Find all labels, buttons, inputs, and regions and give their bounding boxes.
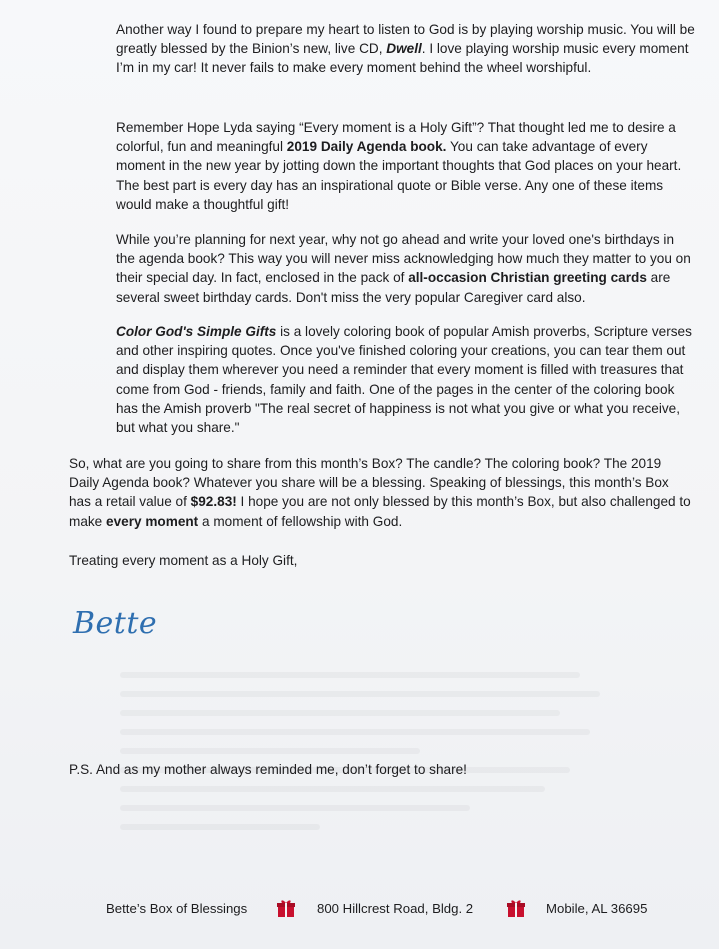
text: So, what are you going to share from this month’s Box? The candle? The coloring book? The 2019 Daily Agenda book? Whatever you share will be a blessing. Speaking of blessings, this month’s Box has a retail value of (69, 456, 669, 510)
paragraph-coloring-book (116, 322, 696, 437)
postscript: P.S. And as my mother always reminded me, don’t forget to share! (69, 762, 467, 777)
paragraph-birthdays (116, 230, 696, 307)
gift-icon (506, 898, 526, 918)
text: Another way I found to prepare my heart to listen to God is by playing worship music. You will be greatly blessed by the Binion’s new, live CD, (116, 22, 695, 57)
footer (0, 898, 719, 922)
text: I hope you are not only blessed by this month’s Box, but also challenged to make (69, 494, 691, 529)
text: are several sweet birthday cards. Don't miss the very popular Caregiver card also. (116, 270, 671, 305)
greeting-cards-title: all-occasion Christian greeting cards (408, 270, 647, 286)
coloring-book-title: Color God's Simple Gifts (116, 324, 277, 339)
paragraph-share (69, 454, 694, 531)
text: While you’re planning for next year, why not go ahead and write your loved one's birthdays in the agenda book? This way you will never miss acknowledging how much they matter to you on their special day. In fact, enclosed in the pack of (116, 232, 691, 286)
text: is a lovely coloring book of popular Amish proverbs, Scripture verses and other inspiring quotes. Once you've finished coloring your creations, you can tear them out and display them wherever you need a reminder that every moment is filled with treasures that come from God - friends, family and faith. One of the pages in the center of the coloring book has the Amish proverb "The real secret of happiness is not what you give or what you receive, but what you share." (116, 324, 692, 436)
cd-title: Dwell (386, 41, 422, 57)
text: Remember Hope Lyda saying “Every moment is a Holy Gift”? That thought led me to desire a colorful, fun and meaningful (116, 120, 676, 155)
company-city: Mobile, AL 36695 (546, 901, 648, 916)
emphasis-every-moment: every moment (106, 513, 199, 529)
paragraph-agenda-book (116, 118, 696, 214)
paragraph-worship-music (116, 20, 696, 78)
company-name: Bette’s Box of Blessings (106, 901, 248, 916)
signature: Bette (73, 606, 158, 641)
text: a moment of fellowship with God. (198, 513, 403, 529)
company-address: 800 Hillcrest Road, Bldg. 2 (317, 901, 474, 916)
text: . I love playing worship music every moment I’m in my car! It never fails to make every moment behind the wheel worshipful. (116, 41, 689, 76)
agenda-book-title: 2019 Daily Agenda book. (286, 139, 447, 155)
gift-icon (276, 898, 296, 918)
text: You can take advantage of every moment in the new year by jotting down the important thoughts that God places on your heart. The best part is every day has an inspirational quote or Bible verse. Any one of these items would make a thoughtful gift! (116, 139, 682, 212)
closing-line: Treating every moment as a Holy Gift, (69, 553, 298, 568)
retail-value: $92.83! (190, 494, 237, 510)
